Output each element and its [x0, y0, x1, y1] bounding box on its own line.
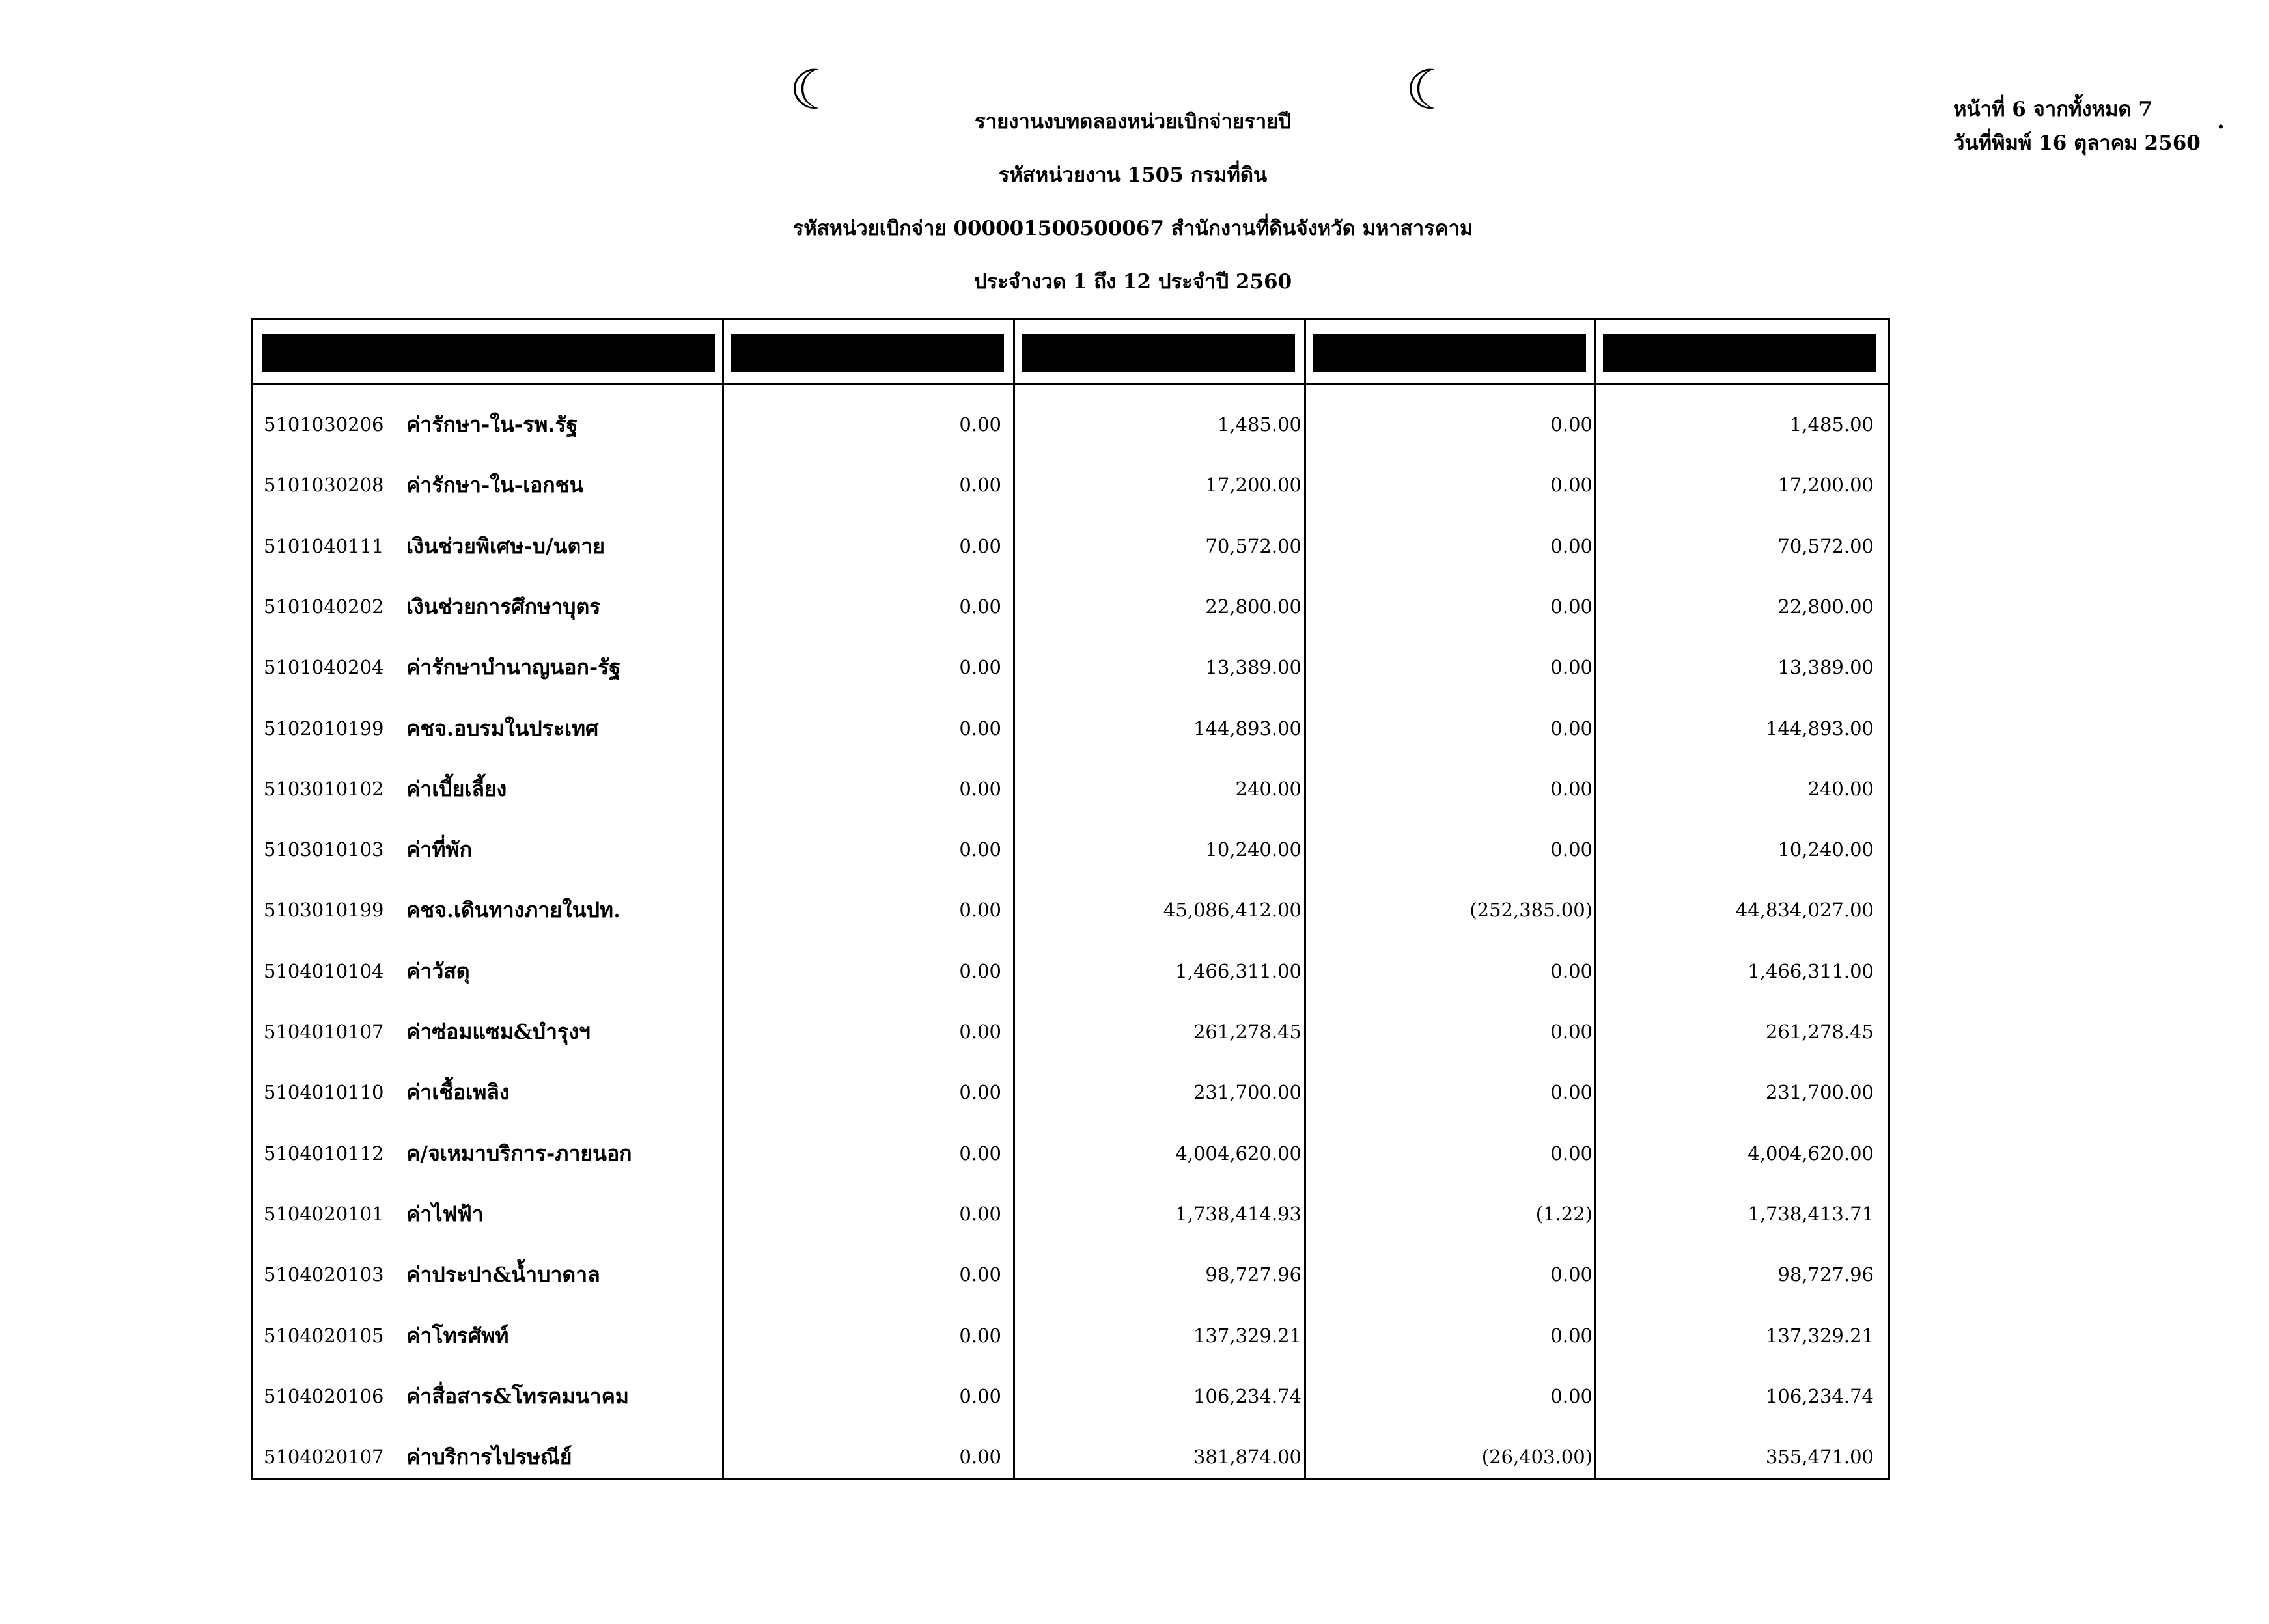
page-number: หน้าที่ 6 จากทั้งหมด 7 — [1953, 98, 2152, 121]
print-date: วันที่พิมพ์ 16 ตุลาคม 2560 — [1953, 131, 2201, 155]
amount-col3: 0.00 — [1550, 1324, 1593, 1347]
account-name: เงินช่วยการศึกษาบุตร — [406, 594, 601, 619]
amount-col1: 0.00 — [959, 595, 1001, 618]
amount-col2: 381,874.00 — [1193, 1446, 1302, 1468]
amount-col1: 0.00 — [959, 1446, 1001, 1468]
redacted-header-col2 — [1022, 334, 1295, 372]
period-line: ประจำงวด 1 ถึง 12 ประจำปี 2560 — [973, 270, 1292, 294]
table-row — [253, 1427, 1888, 1487]
amount-col2: 13,389.00 — [1205, 656, 1302, 679]
account-code: 5103010199 — [264, 899, 384, 922]
amount-col4: 355,471.00 — [1765, 1446, 1874, 1468]
amount-col2: 4,004,620.00 — [1175, 1142, 1302, 1164]
amount-col2: 137,329.21 — [1193, 1324, 1302, 1347]
amount-col3: 0.00 — [1550, 474, 1593, 497]
amount-col1: 0.00 — [959, 777, 1001, 800]
report-title: รายงานงบทดลองหน่วยเบิกจ่ายรายปี — [975, 110, 1291, 133]
table-row — [253, 1306, 1888, 1366]
amount-col2: 22,800.00 — [1205, 595, 1302, 618]
amount-col1: 0.00 — [959, 1142, 1001, 1164]
amount-col3: 0.00 — [1550, 1081, 1593, 1104]
amount-col2: 1,485.00 — [1217, 413, 1302, 435]
redacted-header-col1 — [731, 334, 1004, 372]
amount-col3: 0.00 — [1550, 717, 1593, 739]
account-code: 5101030208 — [264, 474, 384, 497]
amount-col4: 106,234.74 — [1765, 1384, 1874, 1407]
account-name: ค่าเบี้ยเลี้ยง — [406, 776, 507, 801]
amount-col4: 231,700.00 — [1765, 1081, 1874, 1104]
table-row — [253, 941, 1888, 1002]
amount-col4: 10,240.00 — [1777, 838, 1874, 861]
account-code: 5102010199 — [264, 717, 384, 739]
account-name: คชจ.เดินทางภายในปท. — [406, 898, 621, 923]
amount-col1: 0.00 — [959, 656, 1001, 679]
disbursement-unit-line: รหัสหน่วยเบิกจ่าย 000001500500067 สำนักงานที่ดินจังหวัด มหาสารคาม — [792, 217, 1473, 240]
trial-balance-table — [251, 318, 1890, 1480]
amount-col4: 1,738,413.71 — [1747, 1202, 1874, 1225]
amount-col4: 1,466,311.00 — [1747, 959, 1874, 982]
account-name: ค่าโทรศัพท์ — [406, 1323, 509, 1348]
table-row — [253, 880, 1888, 941]
table-row — [253, 637, 1888, 698]
account-name: เงินช่วยพิเศษ-บ/นตาย — [406, 533, 605, 558]
amount-col4: 22,800.00 — [1777, 595, 1874, 618]
amount-col4: 144,893.00 — [1765, 717, 1874, 739]
table-row — [253, 1184, 1888, 1245]
amount-col2: 17,200.00 — [1205, 474, 1302, 497]
amount-col3: 0.00 — [1550, 777, 1593, 800]
amount-col3: 0.00 — [1550, 595, 1593, 618]
amount-col1: 0.00 — [959, 838, 1001, 861]
amount-col2: 10,240.00 — [1205, 838, 1302, 861]
account-code: 5104020103 — [264, 1263, 384, 1286]
account-code: 5104020101 — [264, 1202, 384, 1225]
account-code: 5101030206 — [264, 413, 384, 435]
amount-col3: 0.00 — [1550, 1263, 1593, 1286]
amount-col1: 0.00 — [959, 959, 1001, 982]
amount-col2: 144,893.00 — [1193, 717, 1302, 739]
account-code: 5104020106 — [264, 1384, 384, 1407]
agency-code-line: รหัสหน่วยงาน 1505 กรมที่ดิน — [998, 163, 1268, 187]
table-row — [253, 1123, 1888, 1184]
amount-col1: 0.00 — [959, 1263, 1001, 1286]
account-name: คชจ.อบรมในประเทศ — [406, 715, 599, 741]
table-row — [253, 394, 1888, 455]
amount-col3: 0.00 — [1550, 1142, 1593, 1164]
amount-col1: 0.00 — [959, 534, 1001, 557]
account-name: ค่าสื่อสาร&โทรคมนาคม — [406, 1383, 630, 1409]
amount-col3: 0.00 — [1550, 1384, 1593, 1407]
amount-col4: 4,004,620.00 — [1747, 1142, 1874, 1164]
amount-col3: 0.00 — [1550, 1021, 1593, 1043]
table-row — [253, 1002, 1888, 1062]
amount-col2: 231,700.00 — [1193, 1081, 1302, 1104]
amount-col1: 0.00 — [959, 413, 1001, 435]
amount-col4: 137,329.21 — [1765, 1324, 1874, 1347]
table-row — [253, 577, 1888, 637]
amount-col1: 0.00 — [959, 717, 1001, 739]
redacted-header-account — [262, 334, 715, 372]
account-code: 5104010110 — [264, 1081, 384, 1104]
amount-col1: 0.00 — [959, 1081, 1001, 1104]
amount-col4: 261,278.45 — [1765, 1021, 1874, 1043]
redacted-header-col4 — [1603, 334, 1876, 372]
amount-col4: 13,389.00 — [1777, 656, 1874, 679]
amount-col1: 0.00 — [959, 899, 1001, 922]
amount-col2: 106,234.74 — [1193, 1384, 1302, 1407]
account-name: ค่าเชื้อเพลิง — [406, 1080, 510, 1105]
account-name: ค่าที่พัก — [406, 837, 472, 862]
amount-col2: 261,278.45 — [1193, 1021, 1302, 1043]
account-name: ค่าซ่อมแซม&บำรุงฯ — [406, 1019, 591, 1044]
redacted-header-col3 — [1313, 334, 1586, 372]
header-divider — [253, 383, 1888, 385]
amount-col3: 0.00 — [1550, 413, 1593, 435]
table-row — [253, 1366, 1888, 1427]
account-name: ค่าไฟฟ้า — [406, 1201, 484, 1226]
account-code: 5103010102 — [264, 777, 384, 800]
table-row — [253, 516, 1888, 577]
table-row — [253, 455, 1888, 516]
amount-col4: 240.00 — [1807, 777, 1874, 800]
table-row — [253, 1245, 1888, 1305]
table-row — [253, 819, 1888, 880]
amount-col3: (26,403.00) — [1481, 1446, 1593, 1468]
crescent-mark-right: ☾ — [1405, 58, 1455, 122]
crescent-mark-left: ☾ — [789, 58, 839, 122]
amount-col3: (252,385.00) — [1469, 899, 1593, 922]
account-code: 5104020107 — [264, 1446, 384, 1468]
amount-col1: 0.00 — [959, 1202, 1001, 1225]
amount-col2: 70,572.00 — [1205, 534, 1302, 557]
amount-col4: 17,200.00 — [1777, 474, 1874, 497]
report-header — [651, 95, 1615, 309]
account-code: 5101040202 — [264, 595, 384, 618]
amount-col3: 0.00 — [1550, 838, 1593, 861]
amount-col4: 44,834,027.00 — [1735, 899, 1874, 922]
amount-col3: 0.00 — [1550, 959, 1593, 982]
amount-col2: 240.00 — [1235, 777, 1302, 800]
amount-col3: (1.22) — [1535, 1202, 1593, 1225]
account-code: 5101040111 — [264, 534, 384, 557]
account-name: ค่ารักษาบำนาญนอก-รัฐ — [406, 655, 620, 680]
account-name: ค่าบริการไปรษณีย์ — [406, 1444, 572, 1470]
account-code: 5101040204 — [264, 656, 384, 679]
table-row — [253, 1062, 1888, 1123]
trailing-dot: . — [2217, 108, 2225, 134]
account-name: ค่าวัสดุ — [406, 958, 470, 984]
account-name: ค่ารักษา-ใน-รพ.รัฐ — [406, 412, 578, 437]
amount-col1: 0.00 — [959, 474, 1001, 497]
amount-col2: 1,466,311.00 — [1175, 959, 1302, 982]
amount-col2: 45,086,412.00 — [1163, 899, 1302, 922]
account-name: ค/จเหมาบริการ-ภายนอก — [406, 1140, 632, 1166]
amount-col4: 1,485.00 — [1789, 413, 1874, 435]
amount-col3: 0.00 — [1550, 656, 1593, 679]
account-code: 5103010103 — [264, 838, 384, 861]
account-code: 5104010112 — [264, 1142, 384, 1164]
amount-col2: 1,738,414.93 — [1175, 1202, 1302, 1225]
amount-col2: 98,727.96 — [1205, 1263, 1302, 1286]
amount-col1: 0.00 — [959, 1021, 1001, 1043]
amount-col4: 70,572.00 — [1777, 534, 1874, 557]
account-code: 5104020105 — [264, 1324, 384, 1347]
table-row — [253, 698, 1888, 759]
account-name: ค่ารักษา-ใน-เอกชน — [406, 473, 584, 498]
amount-col4: 98,727.96 — [1777, 1263, 1874, 1286]
table-row — [253, 759, 1888, 819]
page-info — [1953, 92, 2225, 160]
amount-col1: 0.00 — [959, 1384, 1001, 1407]
amount-col1: 0.00 — [959, 1324, 1001, 1347]
account-name: ค่าประปา&น้ำบาดาล — [406, 1262, 600, 1287]
account-code: 5104010107 — [264, 1021, 384, 1043]
account-code: 5104010104 — [264, 959, 384, 982]
amount-col3: 0.00 — [1550, 534, 1593, 557]
